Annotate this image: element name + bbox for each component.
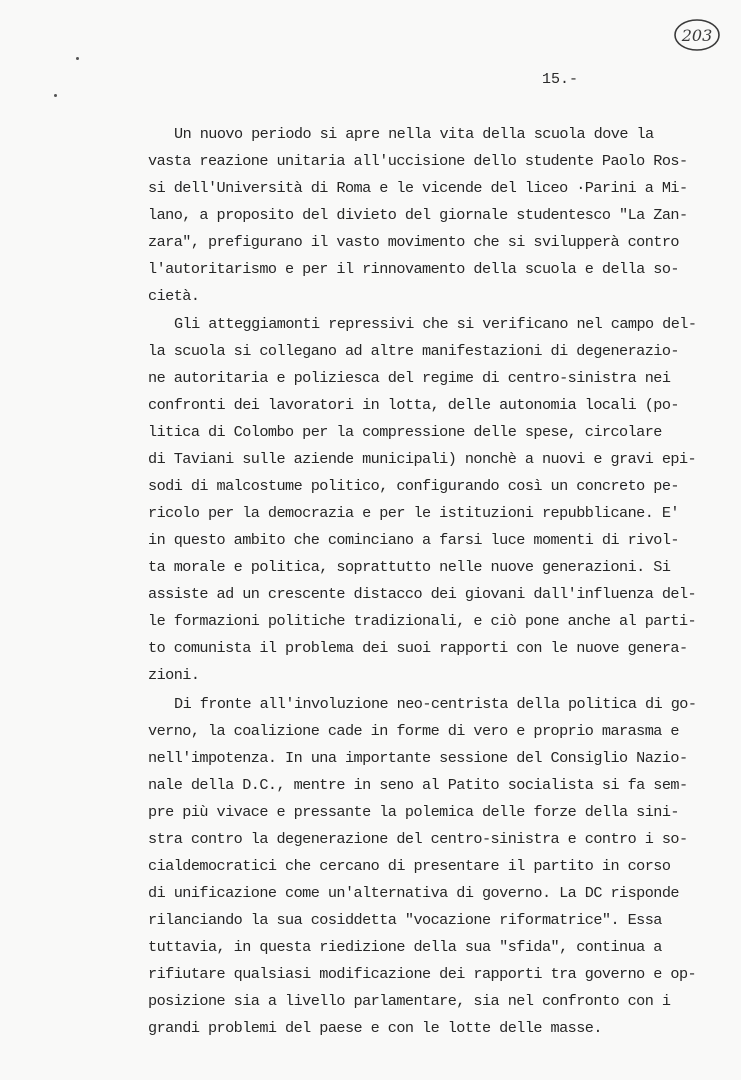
text-line: litica di Colombo per la compressione delle spese, circolare xyxy=(148,423,662,441)
text-line: vasta reazione unitaria all'uccisione dello studente Paolo Ros- xyxy=(148,152,688,170)
archive-stamp xyxy=(673,17,723,53)
text-line: zioni. xyxy=(148,666,200,684)
stamp-circle-icon xyxy=(673,17,723,53)
text-line: grandi problemi del paese e con le lotte delle masse. xyxy=(148,1019,602,1037)
text-line: Di fronte all'involuzione neo-centrista della politica di go- xyxy=(174,695,697,713)
text-line: cietà. xyxy=(148,287,200,305)
text-line: in questo ambito che cominciano a farsi luce momenti di rivol- xyxy=(148,531,679,549)
text-line: rilanciando la sua cosiddetta "vocazione riformatrice". Essa xyxy=(148,911,662,929)
text-line: ne autoritaria e poliziesca del regime di centro-sinistra nei xyxy=(148,369,671,387)
text-line: pre più vivace e pressante la polemica delle forze della sini- xyxy=(148,803,679,821)
text-line: confronti dei lavoratori in lotta, delle autonomia locali (po- xyxy=(148,396,679,414)
text-line: cialdemocratici che cercano di presentare il partito in corso xyxy=(148,857,671,875)
stamp-number: 203 xyxy=(681,26,713,45)
text-line: si dell'Università di Roma e le vicende del liceo ·Parini a Mi- xyxy=(148,179,688,197)
text-line: zara", prefigurano il vasto movimento che si svilupperà contro xyxy=(148,233,679,251)
ink-speck xyxy=(54,94,57,97)
text-line: nale della D.C., mentre in seno al Patito socialista si fa sem- xyxy=(148,776,688,794)
text-line: le formazioni politiche tradizionali, e ciò pone anche al parti- xyxy=(148,612,697,630)
text-line: sodi di malcostume politico, configurando così un concreto pe- xyxy=(148,477,679,495)
text-line: di Taviani sulle aziende municipali) nonchè a nuovi e gravi epi- xyxy=(148,450,697,468)
ink-speck xyxy=(76,57,79,60)
text-line: nell'impotenza. In una importante sessione del Consiglio Nazio- xyxy=(148,749,688,767)
text-line: la scuola si collegano ad altre manifestazioni di degenerazio- xyxy=(148,342,679,360)
text-line: tuttavia, in questa riedizione della sua "sfida", continua a xyxy=(148,938,662,956)
text-line: Gli atteggiamonti repressivi che si verificano nel campo del- xyxy=(174,315,697,333)
text-line: assiste ad un crescente distacco dei giovani dall'influenza del- xyxy=(148,585,697,603)
text-line: verno, la coalizione cade in forme di vero e proprio marasma e xyxy=(148,722,679,740)
text-line: stra contro la degenerazione del centro-sinistra e contro i so- xyxy=(148,830,688,848)
text-line: ricolo per la democrazia e per le istituzioni repubblicane. E' xyxy=(148,504,679,522)
page-number: 15.- xyxy=(542,71,579,88)
text-line: di unificazione come un'alternativa di governo. La DC risponde xyxy=(148,884,679,902)
text-line: posizione sia a livello parlamentare, sia nel confronto con i xyxy=(148,992,671,1010)
text-line: to comunista il problema dei suoi rapporti con le nuove genera- xyxy=(148,639,688,657)
text-line: lano, a proposito del divieto del giornale studentesco "La Zan- xyxy=(148,206,688,224)
text-line: l'autoritarismo e per il rinnovamento della scuola e della so- xyxy=(148,260,679,278)
text-line: Un nuovo periodo si apre nella vita della scuola dove la xyxy=(174,125,654,143)
text-line: ta morale e politica, soprattutto nelle nuove generazioni. Si xyxy=(148,558,671,576)
text-line: rifiutare qualsiasi modificazione dei rapporti tra governo e op- xyxy=(148,965,697,983)
